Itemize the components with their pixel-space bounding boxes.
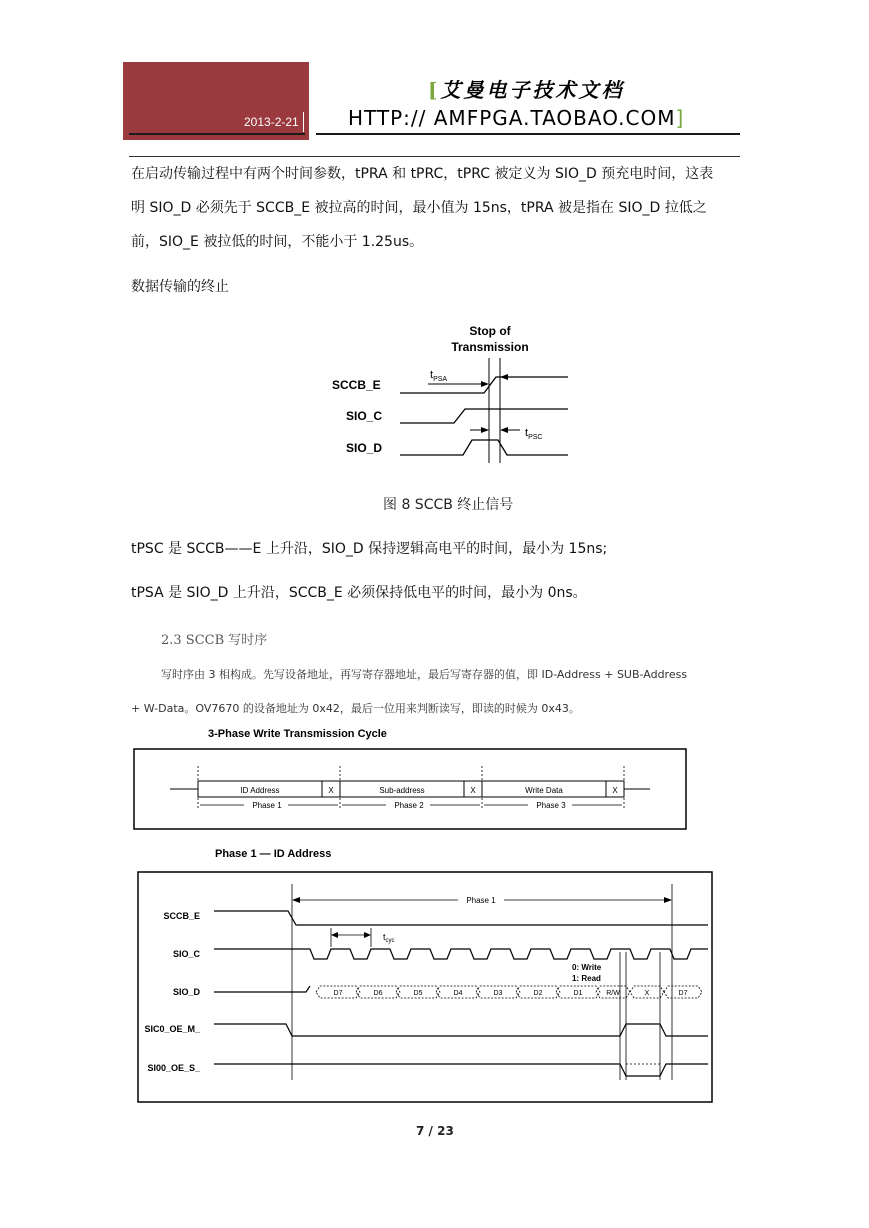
cycle-field-label: ID Address <box>240 786 280 795</box>
header-title-bracket: [ <box>428 78 441 102</box>
cycle-phase-label: Phase 1 <box>252 801 282 810</box>
cycle-phase-label: Phase 2 <box>394 801 424 810</box>
paragraph-line: 在启动传输过程中有两个时间参数，tPRA 和 tPRC，tPRC 被定义为 SIO_D 预充电时间，这表 <box>131 166 714 182</box>
phase1-note-write: 0: Write <box>572 963 602 972</box>
phase1-note-read: 1: Read <box>572 974 601 983</box>
cycle-field-label: Sub-address <box>379 786 425 795</box>
header-date: 2013-2-21 <box>244 115 299 129</box>
header-rule-right <box>316 133 740 135</box>
header-url-bracket: ] <box>675 106 685 130</box>
header-title <box>428 74 624 103</box>
phase1-wave-oe-m <box>214 1024 708 1036</box>
section-heading: 2.3 SCCB 写时序 <box>161 633 268 648</box>
phase1-wave-sio-d <box>214 986 310 992</box>
header-url-text: HTTP:// AMFPGA.TAOBAO.COM <box>348 106 676 130</box>
fig8-title-line1: Stop of <box>469 324 511 338</box>
figure8-caption: 图 8 SCCB 终止信号 <box>383 497 514 513</box>
phase1-tcyc-subscript: cyc <box>385 938 395 944</box>
phase1-bit-label: X <box>644 990 650 997</box>
header-rule-left <box>129 133 305 135</box>
phase1-span-arrowhead <box>292 897 300 903</box>
fig8-tpsa-arrowhead <box>481 381 489 387</box>
fig8-wave-sio-d <box>400 440 568 455</box>
figure-stop-transmission <box>320 318 580 468</box>
phase1-bit-label: D2 <box>533 990 543 997</box>
cycle-title: 3-Phase Write Transmission Cycle <box>208 728 387 740</box>
phase1-tcyc-arrowhead <box>331 932 338 938</box>
write-desc-line2: + W-Data。OV7670 的设备地址为 0x42，最后一位用来判断读写，即读的时候为 0x43。 <box>131 702 580 715</box>
phase1-title: Phase 1 — ID Address <box>215 848 332 860</box>
phase1-bit-label: D5 <box>413 990 423 997</box>
phase1-bit-label: D7 <box>678 990 688 997</box>
phase1-wave-oe-s <box>214 1064 708 1076</box>
phase1-bit-label: R/W <box>606 990 620 997</box>
cycle-phase-label: Phase 3 <box>536 801 566 810</box>
paragraph-timing-params <box>131 157 751 259</box>
fig8-tpsc-arrowhead <box>500 427 508 433</box>
paragraph-line: 明 SIO_D 必须先于 SCCB_E 被拉高的时间，最小值为 15ns，tPRA 被是指在 SIO_D 拉低之 <box>131 200 707 216</box>
write-desc-line1: 写时序由 3 相构成。先写设备地址，再写寄存器地址，最后写寄存器的值，即 ID-Address + SUB-Address <box>161 668 688 681</box>
figure-phase1-id-address <box>130 842 720 1107</box>
paragraph-tpsa: tPSA 是 SIO_D 上升沿，SCCB_E 必须保持低电平的时间，最小为 0ns。 <box>131 585 587 601</box>
header-date-divider <box>303 112 304 132</box>
phase1-wave-sccb-e <box>214 911 708 925</box>
fig8-tpsc-label: $t_{PSC}$ <box>525 427 543 441</box>
fig8-tpsa-subscript: PSA <box>433 376 448 383</box>
phase1-signal-label: SIC0_OE_M_ <box>144 1024 200 1034</box>
fig8-label-sio-d: SIO_D <box>346 441 383 455</box>
phase1-bit-label: D6 <box>373 990 383 997</box>
header-title-text: 艾曼电子技术文档 <box>440 78 625 102</box>
cycle-field-label: X <box>470 786 476 795</box>
phase1-tcyc-label: $t_{cyc}$ <box>383 932 395 944</box>
phase1-span-arrowhead <box>664 897 672 903</box>
phase1-markers <box>292 884 672 1080</box>
phase1-bit-label: D7 <box>333 990 343 997</box>
cycle-field-label: X <box>612 786 618 795</box>
fig8-wave-sio-c <box>400 409 568 423</box>
phase1-bit-label: D3 <box>493 990 503 997</box>
fig8-label-sccb-e: SCCB_E <box>332 378 381 392</box>
cycle-field-label: Write Data <box>525 786 563 795</box>
phase1-tcyc-arrowhead <box>364 932 371 938</box>
cycle-field-label: X <box>328 786 334 795</box>
phase1-signal-label: SIO_D <box>172 987 200 997</box>
paragraph-tpsc: tPSC 是 SCCB——E 上升沿，SIO_D 保持逻辑高电平的时间，最小为 15ns; <box>131 541 608 557</box>
page-number: 7 / 23 <box>416 1124 454 1138</box>
phase1-bit-label: D4 <box>453 990 463 997</box>
fig8-tpsc-subscript: PSC <box>528 434 543 441</box>
fig8-title-line2: Transmission <box>451 340 529 354</box>
fig8-tpsa-label: $t_{PSA}$ <box>430 369 448 383</box>
header-url <box>348 106 684 130</box>
fig8-label-sio-c: SIO_C <box>346 409 383 423</box>
phase1-span-label: Phase 1 <box>466 896 496 905</box>
paragraph-line: 前，SIO_E 被拉低的时间，不能小于 1.25us。 <box>131 234 424 250</box>
figure-three-phase-cycle <box>130 722 690 832</box>
phase1-signal-label: SI00_OE_S_ <box>147 1063 200 1073</box>
phase1-bit-label: D1 <box>573 990 583 997</box>
phase1-signal-label: SIO_C <box>172 949 200 959</box>
phase1-signal-label: SCCB_E <box>163 911 200 921</box>
phase1-wave-sio-c <box>214 949 708 959</box>
heading-stop: 数据传输的终止 <box>131 279 229 295</box>
